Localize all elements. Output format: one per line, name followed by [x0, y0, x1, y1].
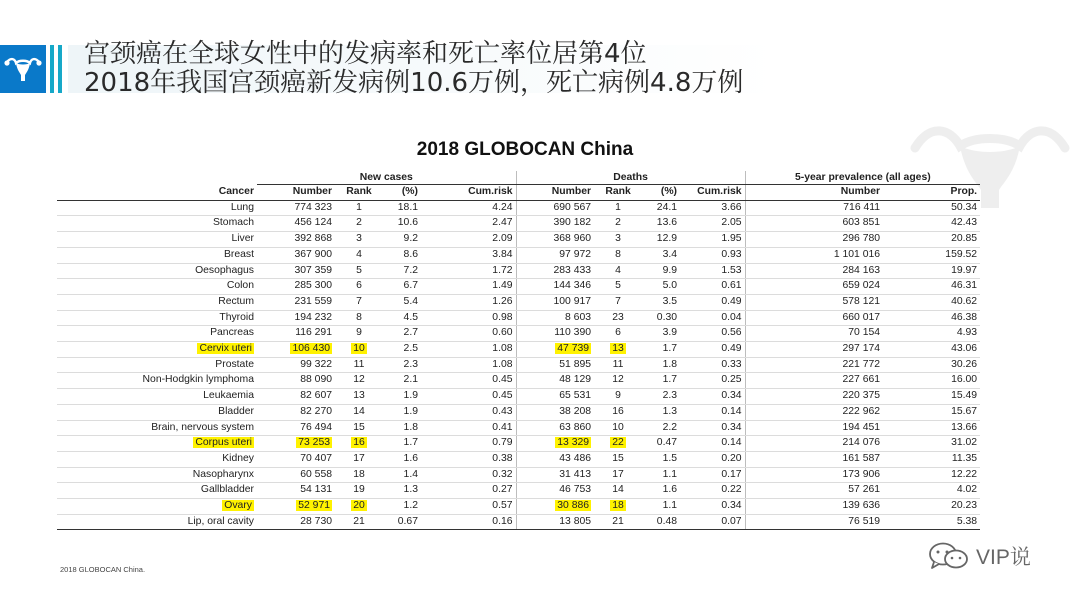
table-row	[57, 232, 980, 248]
table-cell: 0.27	[421, 483, 516, 499]
table-cell: 88 090	[257, 373, 335, 389]
table-row	[57, 263, 980, 279]
table-cell: 283 433	[516, 263, 594, 279]
table-cell: 659 024	[745, 279, 883, 295]
table-cell: 9.9	[642, 263, 680, 279]
table-cell: 1.7	[642, 342, 680, 358]
table-cell: 14	[594, 483, 642, 499]
table-cell: 31 413	[516, 467, 594, 483]
table-cell: 11.35	[883, 451, 980, 467]
table-cell: 20.23	[883, 499, 980, 515]
cancer-name-cell: Nasopharynx	[57, 467, 257, 483]
table-cell: 12.22	[883, 467, 980, 483]
table-cell: 7.2	[383, 263, 421, 279]
table-row	[57, 483, 980, 499]
table-cell: 70 154	[745, 326, 883, 342]
table-cell: 11	[594, 357, 642, 373]
table-cell: 161 587	[745, 451, 883, 467]
accent-bar	[58, 45, 62, 93]
table-cell: 392 868	[257, 232, 335, 248]
table-cell: 7	[335, 294, 383, 310]
table-cell: 3.5	[642, 294, 680, 310]
title-line-1: 宫颈癌在全球女性中的发病率和死亡率位居第4位	[84, 39, 647, 69]
table-row	[57, 514, 980, 530]
table-cell: 20.85	[883, 232, 980, 248]
table-cell: 76 519	[745, 514, 883, 530]
table-cell: 4.24	[421, 200, 516, 216]
table-cell: 4.5	[383, 310, 421, 326]
highlight-mark: 73 253	[298, 437, 330, 449]
table-cell: 5.4	[383, 294, 421, 310]
cancer-name-cell: Lung	[57, 200, 257, 216]
column-header: Cum.risk	[680, 185, 745, 201]
table-cell	[516, 499, 594, 515]
table-cell: 0.32	[421, 467, 516, 483]
group-prevalence: 5-year prevalence (all ages)	[745, 171, 980, 185]
highlight-mark: 16	[353, 437, 365, 449]
table-cell: 0.25	[680, 373, 745, 389]
table-header-row	[57, 185, 980, 201]
table-cell: 1.7	[383, 436, 421, 452]
table-row	[57, 326, 980, 342]
table-cell: 21	[335, 514, 383, 530]
accent-bar	[50, 45, 54, 93]
table-cell: 0.60	[421, 326, 516, 342]
table-cell: 390 182	[516, 216, 594, 232]
table-cell: 5.0	[642, 279, 680, 295]
column-header: Rank	[594, 185, 642, 201]
table-cell: 9.2	[383, 232, 421, 248]
highlight-mark: Cervix uteri	[199, 343, 252, 355]
cancer-name-cell: Rectum	[57, 294, 257, 310]
table-cell: 0.20	[680, 451, 745, 467]
table-cell: 5	[594, 279, 642, 295]
table-cell: 13.66	[883, 420, 980, 436]
table-cell: 1.5	[642, 451, 680, 467]
table-cell: 43.06	[883, 342, 980, 358]
table-cell: 16	[594, 404, 642, 420]
table-cell: 46.38	[883, 310, 980, 326]
table-cell: 0.67	[383, 514, 421, 530]
cancer-name-cell: Kidney	[57, 451, 257, 467]
table-cell: 0.61	[680, 279, 745, 295]
table-cell: 0.48	[642, 514, 680, 530]
table-cell: 690 567	[516, 200, 594, 216]
table-cell: 0.45	[421, 373, 516, 389]
table-cell: 0.22	[680, 483, 745, 499]
table-cell: 159.52	[883, 247, 980, 263]
table-cell: 65 531	[516, 389, 594, 405]
table-cell: 50.34	[883, 200, 980, 216]
table-row	[57, 247, 980, 263]
table-cell: 2	[335, 216, 383, 232]
table-cell: 70 407	[257, 451, 335, 467]
table-cell: 3.66	[680, 200, 745, 216]
table-cell: 0.47	[642, 436, 680, 452]
table-cell: 110 390	[516, 326, 594, 342]
table-cell: 1.6	[383, 451, 421, 467]
table-row	[57, 436, 980, 452]
table-cell: 716 411	[745, 200, 883, 216]
highlight-mark: 106 430	[292, 343, 330, 355]
table-cell: 284 163	[745, 263, 883, 279]
table-cell: 0.41	[421, 420, 516, 436]
table-cell: 12	[594, 373, 642, 389]
cancer-name-cell: Stomach	[57, 216, 257, 232]
table-cell: 0.34	[680, 420, 745, 436]
table-cell: 97 972	[516, 247, 594, 263]
table-cell: 1	[594, 200, 642, 216]
table-cell: 82 270	[257, 404, 335, 420]
table-cell: 1.9	[383, 404, 421, 420]
table-cell: 2	[594, 216, 642, 232]
table-cell: 13	[335, 389, 383, 405]
cancer-name-cell: Bladder	[57, 404, 257, 420]
table-cell: 0.34	[680, 389, 745, 405]
table-cell: 603 851	[745, 216, 883, 232]
table-cell: 221 772	[745, 357, 883, 373]
table-cell: 46 753	[516, 483, 594, 499]
table-cell: 3	[335, 232, 383, 248]
table-cell	[516, 436, 594, 452]
highlight-mark: 20	[353, 500, 365, 512]
highlight-mark: 18	[612, 500, 624, 512]
table-row	[57, 373, 980, 389]
table-cell: 1.6	[642, 483, 680, 499]
table-cell: 1.08	[421, 342, 516, 358]
table-cell: 19	[335, 483, 383, 499]
table-cell: 0.14	[680, 404, 745, 420]
table-cell: 6	[335, 279, 383, 295]
table-cell: 12.9	[642, 232, 680, 248]
table-cell: 0.98	[421, 310, 516, 326]
cancer-name-cell: Breast	[57, 247, 257, 263]
table-cell: 2.3	[383, 357, 421, 373]
cancer-name-cell: Non-Hodgkin lymphoma	[57, 373, 257, 389]
table-cell: 3.9	[642, 326, 680, 342]
cancer-name-cell	[57, 499, 257, 515]
table-cell: 15	[594, 451, 642, 467]
table-cell: 3	[594, 232, 642, 248]
table-cell: 1.53	[680, 263, 745, 279]
cancer-name-cell: Gallbladder	[57, 483, 257, 499]
table-cell	[594, 436, 642, 452]
table-cell: 1 101 016	[745, 247, 883, 263]
cancer-name-cell: Liver	[57, 232, 257, 248]
highlight-mark: Corpus uteri	[195, 437, 252, 449]
watermark	[928, 541, 1031, 571]
table-cell: 231 559	[257, 294, 335, 310]
table-cell: 285 300	[257, 279, 335, 295]
table-cell: 5.38	[883, 514, 980, 530]
table-cell: 1.7	[642, 373, 680, 389]
table-cell: 8	[594, 247, 642, 263]
table-cell: 8 603	[516, 310, 594, 326]
title-line-2: 2018年我国宫颈癌新发病例10.6万例，死亡病例4.8万例	[84, 68, 744, 98]
highlight-mark: 10	[353, 343, 365, 355]
table-title: 2018 GLOBOCAN China	[416, 139, 634, 160]
highlight-mark: 47 739	[557, 343, 590, 355]
table-cell: 116 291	[257, 326, 335, 342]
table-cell	[257, 499, 335, 515]
table-row	[57, 294, 980, 310]
table-cell: 10.6	[383, 216, 421, 232]
cancer-name-cell: Brain, nervous system	[57, 420, 257, 436]
table-cell: 21	[594, 514, 642, 530]
table-cell: 51 895	[516, 357, 594, 373]
table-row	[57, 451, 980, 467]
table-cell	[257, 342, 335, 358]
cancer-name-cell: Thyroid	[57, 310, 257, 326]
table-cell: 774 323	[257, 200, 335, 216]
cancer-name-cell: Pancreas	[57, 326, 257, 342]
highlight-mark: 13 329	[557, 437, 590, 449]
table-cell: 297 174	[745, 342, 883, 358]
table-cell: 12	[335, 373, 383, 389]
table-cell	[516, 342, 594, 358]
table-cell: 46.31	[883, 279, 980, 295]
table-cell: 31.02	[883, 436, 980, 452]
cancer-name-cell: Leukaemia	[57, 389, 257, 405]
table-cell: 10	[594, 420, 642, 436]
table-cell: 4.02	[883, 483, 980, 499]
table-cell	[335, 436, 383, 452]
table-row	[57, 389, 980, 405]
table-cell: 456 124	[257, 216, 335, 232]
table-cell: 16.00	[883, 373, 980, 389]
table-cell: 2.05	[680, 216, 745, 232]
highlight-mark: 22	[612, 437, 624, 449]
table-cell: 1.26	[421, 294, 516, 310]
table-cell: 660 017	[745, 310, 883, 326]
table-cell: 8	[335, 310, 383, 326]
table-row	[57, 216, 980, 232]
table-row	[57, 279, 980, 295]
table-cell: 13 805	[516, 514, 594, 530]
table-cell: 139 636	[745, 499, 883, 515]
table-cell: 17	[594, 467, 642, 483]
table-cell: 0.14	[680, 436, 745, 452]
table-body	[57, 200, 980, 530]
table-cell: 194 451	[745, 420, 883, 436]
table-cell: 4	[594, 263, 642, 279]
table-cell: 2.1	[383, 373, 421, 389]
table-cell: 18	[335, 467, 383, 483]
table-cell: 1.4	[383, 467, 421, 483]
table-cell: 1.8	[642, 357, 680, 373]
table-cell: 2.2	[642, 420, 680, 436]
table-cell: 222 962	[745, 404, 883, 420]
column-header: Number	[516, 185, 594, 201]
table-cell: 0.45	[421, 389, 516, 405]
cancer-name-cell: Prostate	[57, 357, 257, 373]
cancer-name-cell	[57, 436, 257, 452]
table-cell: 7	[594, 294, 642, 310]
table-cell: 173 906	[745, 467, 883, 483]
cancer-name-cell: Colon	[57, 279, 257, 295]
table-cell: 6	[594, 326, 642, 342]
column-header: (%)	[642, 185, 680, 201]
table-cell: 0.57	[421, 499, 516, 515]
table-cell: 1.3	[642, 404, 680, 420]
table-cell: 11	[335, 357, 383, 373]
group-new-cases: New cases	[257, 171, 516, 185]
table-cell: 15.49	[883, 389, 980, 405]
table-cell: 1.2	[383, 499, 421, 515]
table-row	[57, 404, 980, 420]
table-cell: 144 346	[516, 279, 594, 295]
table-cell: 42.43	[883, 216, 980, 232]
table-cell: 1	[335, 200, 383, 216]
table-cell: 1.72	[421, 263, 516, 279]
table-cell: 1.1	[642, 499, 680, 515]
table-cell: 54 131	[257, 483, 335, 499]
table-cell: 0.04	[680, 310, 745, 326]
table-cell: 15.67	[883, 404, 980, 420]
watermark-text: VIP说	[976, 546, 1031, 569]
table-cell: 2.5	[383, 342, 421, 358]
table-cell: 578 121	[745, 294, 883, 310]
table-cell: 63 860	[516, 420, 594, 436]
table-cell: 38 208	[516, 404, 594, 420]
column-header: Number	[257, 185, 335, 201]
table-cell: 214 076	[745, 436, 883, 452]
cancer-name-cell: Lip, oral cavity	[57, 514, 257, 530]
table-cell: 60 558	[257, 467, 335, 483]
table-cell	[257, 436, 335, 452]
group-deaths: Deaths	[516, 171, 745, 185]
table-cell: 0.16	[421, 514, 516, 530]
table-cell: 1.8	[383, 420, 421, 436]
table-cell: 99 322	[257, 357, 335, 373]
table-cell: 2.3	[642, 389, 680, 405]
table-cell: 1.95	[680, 232, 745, 248]
table-cell: 13.6	[642, 216, 680, 232]
table-cell: 0.34	[680, 499, 745, 515]
table-cell: 0.49	[680, 294, 745, 310]
table-cell: 24.1	[642, 200, 680, 216]
globocan-table	[57, 171, 980, 530]
table-cell: 1.3	[383, 483, 421, 499]
table-row	[57, 467, 980, 483]
table-cell: 9	[335, 326, 383, 342]
table-cell: 0.07	[680, 514, 745, 530]
table-cell: 4	[335, 247, 383, 263]
table-cell: 0.43	[421, 404, 516, 420]
table-cell: 14	[335, 404, 383, 420]
table-cell	[594, 342, 642, 358]
table-cell: 48 129	[516, 373, 594, 389]
source-note: 2018 GLOBOCAN China.	[60, 565, 146, 574]
table-cell: 1.08	[421, 357, 516, 373]
column-header: Cancer	[57, 185, 257, 201]
table-cell: 307 359	[257, 263, 335, 279]
table-cell: 1.1	[642, 467, 680, 483]
table-cell: 5	[335, 263, 383, 279]
table-row	[57, 200, 980, 216]
table-cell: 76 494	[257, 420, 335, 436]
table-cell: 3.84	[421, 247, 516, 263]
highlight-mark: Ovary	[224, 500, 252, 512]
table-cell: 194 232	[257, 310, 335, 326]
table-cell	[335, 342, 383, 358]
column-header: Cum.risk	[421, 185, 516, 201]
table-cell	[335, 499, 383, 515]
table-cell: 367 900	[257, 247, 335, 263]
table-cell: 3.4	[642, 247, 680, 263]
table-row	[57, 310, 980, 326]
table-row	[57, 420, 980, 436]
column-header: (%)	[383, 185, 421, 201]
column-header: Number	[745, 185, 883, 201]
table-cell: 19.97	[883, 263, 980, 279]
highlight-mark: 30 886	[557, 500, 590, 512]
logo	[0, 45, 46, 93]
table-cell: 15	[335, 420, 383, 436]
table-cell: 17	[335, 451, 383, 467]
column-header: Rank	[335, 185, 383, 201]
column-header: Prop.	[883, 185, 980, 201]
table-cell: 0.56	[680, 326, 745, 342]
table-cell: 2.09	[421, 232, 516, 248]
table-cell: 8.6	[383, 247, 421, 263]
table-cell: 30.26	[883, 357, 980, 373]
highlight-mark: 52 971	[298, 500, 330, 512]
highlight-mark: 13	[612, 343, 624, 355]
table-cell: 227 661	[745, 373, 883, 389]
table-cell: 28 730	[257, 514, 335, 530]
table-cell: 0.93	[680, 247, 745, 263]
table-cell: 2.47	[421, 216, 516, 232]
table-row	[57, 342, 980, 358]
table-row	[57, 499, 980, 515]
table-cell: 0.38	[421, 451, 516, 467]
page-title	[84, 40, 743, 98]
table-cell: 0.33	[680, 357, 745, 373]
wechat-icon	[928, 541, 970, 571]
table-cell: 40.62	[883, 294, 980, 310]
table-cell: 6.7	[383, 279, 421, 295]
table-cell	[594, 499, 642, 515]
table-cell: 0.30	[642, 310, 680, 326]
cancer-name-cell: Oesophagus	[57, 263, 257, 279]
table-cell: 4.93	[883, 326, 980, 342]
table-cell: 296 780	[745, 232, 883, 248]
table-cell: 57 261	[745, 483, 883, 499]
table-cell: 1.49	[421, 279, 516, 295]
table-cell: 100 917	[516, 294, 594, 310]
table-cell: 220 375	[745, 389, 883, 405]
table-cell: 82 607	[257, 389, 335, 405]
table-cell: 23	[594, 310, 642, 326]
cancer-name-cell	[57, 342, 257, 358]
table-cell: 9	[594, 389, 642, 405]
table-cell: 368 960	[516, 232, 594, 248]
table-row	[57, 357, 980, 373]
table-cell: 18.1	[383, 200, 421, 216]
table-cell: 0.17	[680, 467, 745, 483]
table-cell: 43 486	[516, 451, 594, 467]
table-cell: 2.7	[383, 326, 421, 342]
table-cell: 0.49	[680, 342, 745, 358]
table-cell: 1.9	[383, 389, 421, 405]
uterus-icon	[3, 54, 43, 84]
table-cell: 0.79	[421, 436, 516, 452]
